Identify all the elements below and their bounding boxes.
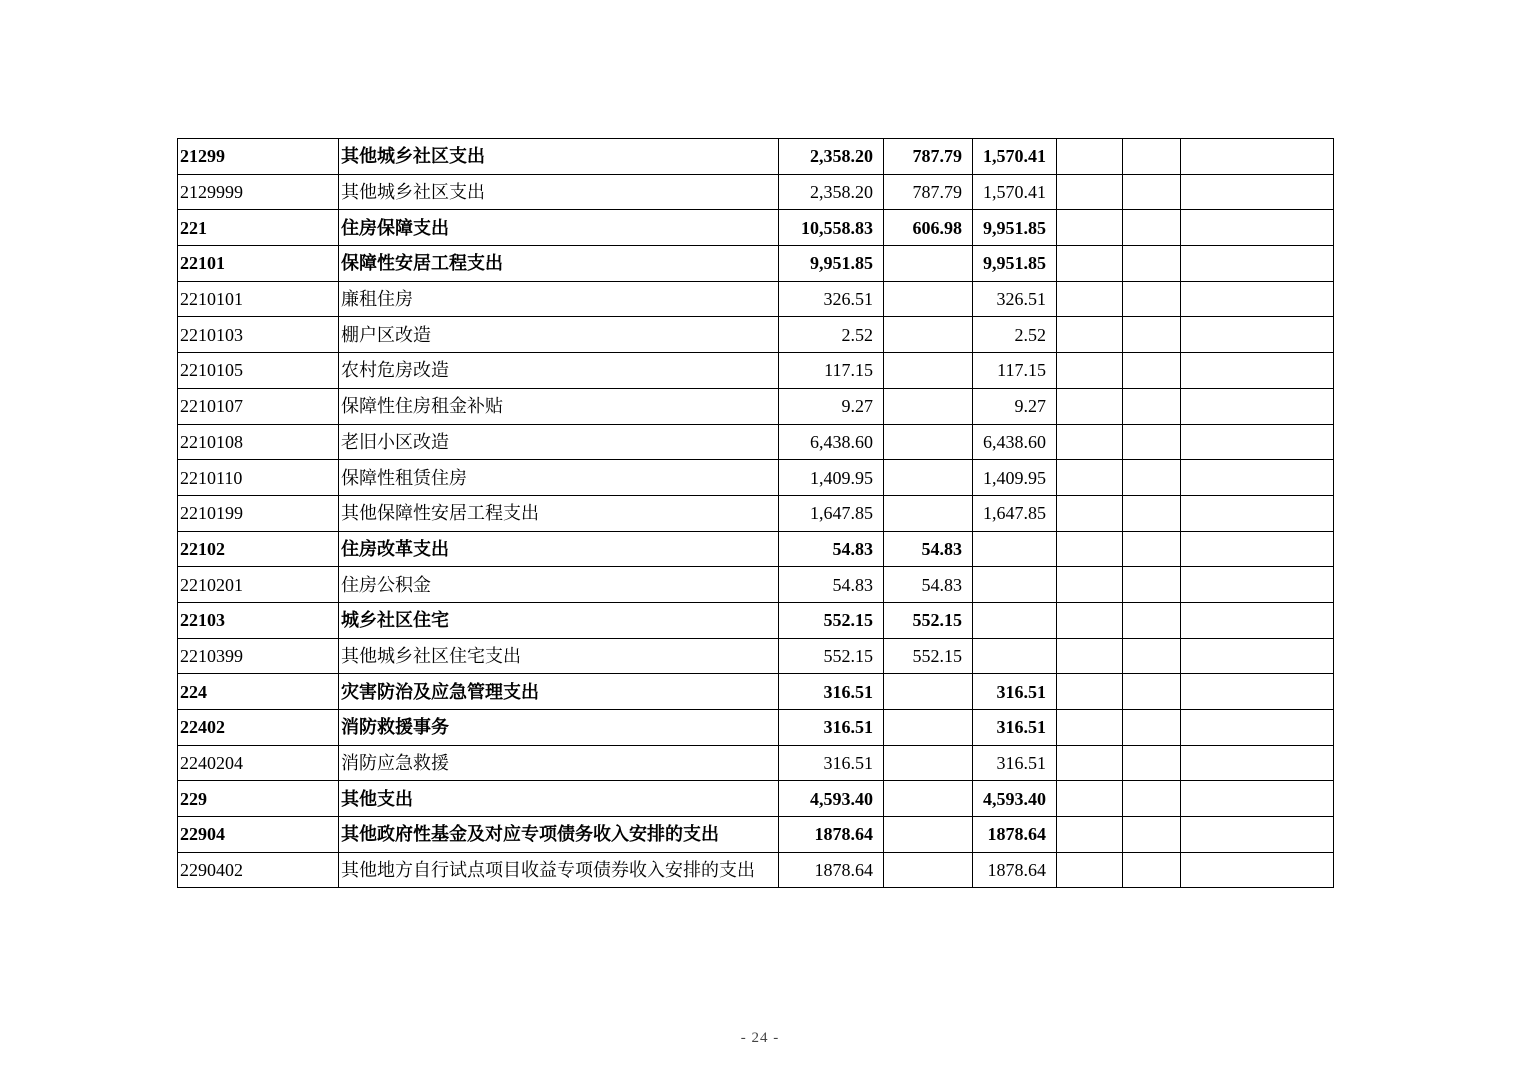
subject-code-cell: 22101 [178,246,339,282]
table-row [178,460,1334,496]
subject-name-cell: 其他城乡社区支出 [339,174,779,210]
empty-cell [1123,174,1181,210]
empty-cell [1123,817,1181,853]
basic-amount-cell: 552.15 [884,638,973,674]
subject-code-cell: 22102 [178,531,339,567]
total-amount-cell: 4,593.40 [779,781,884,817]
empty-cell [1123,495,1181,531]
empty-cell [1123,317,1181,353]
basic-amount-cell [884,495,973,531]
total-amount-cell: 1,409.95 [779,460,884,496]
empty-cell [1057,460,1123,496]
empty-cell [1181,353,1334,389]
basic-amount-cell [884,674,973,710]
basic-amount-cell: 54.83 [884,567,973,603]
basic-amount-cell: 787.79 [884,139,973,175]
empty-cell [1057,317,1123,353]
project-amount-cell: 6,438.60 [973,424,1057,460]
empty-cell [1057,246,1123,282]
table-row [178,674,1334,710]
basic-amount-cell [884,745,973,781]
total-amount-cell: 552.15 [779,602,884,638]
project-amount-cell: 1,570.41 [973,139,1057,175]
subject-name-cell: 农村危房改造 [339,353,779,389]
total-amount-cell: 117.15 [779,353,884,389]
subject-name-cell: 保障性租赁住房 [339,460,779,496]
table-row [178,781,1334,817]
empty-cell [1181,246,1334,282]
subject-code-cell: 2210107 [178,388,339,424]
table-body [178,139,1334,888]
subject-code-cell: 2129999 [178,174,339,210]
table-row [178,638,1334,674]
subject-name-cell: 其他政府性基金及对应专项债务收入安排的支出 [339,817,779,853]
empty-cell [1181,531,1334,567]
subject-code-cell: 22402 [178,710,339,746]
subject-code-cell: 229 [178,781,339,817]
total-amount-cell: 316.51 [779,674,884,710]
basic-amount-cell [884,852,973,888]
subject-name-cell: 城乡社区住宅 [339,602,779,638]
total-amount-cell: 1878.64 [779,817,884,853]
empty-cell [1123,281,1181,317]
basic-amount-cell [884,817,973,853]
empty-cell [1057,424,1123,460]
project-amount-cell: 2.52 [973,317,1057,353]
table-row [178,567,1334,603]
empty-cell [1057,567,1123,603]
empty-cell [1181,710,1334,746]
total-amount-cell: 2.52 [779,317,884,353]
table-row [178,317,1334,353]
empty-cell [1057,710,1123,746]
subject-name-cell: 消防救援事务 [339,710,779,746]
project-amount-cell [973,638,1057,674]
basic-amount-cell [884,353,973,389]
empty-cell [1181,817,1334,853]
basic-amount-cell [884,424,973,460]
empty-cell [1181,281,1334,317]
total-amount-cell: 54.83 [779,567,884,603]
project-amount-cell: 1878.64 [973,852,1057,888]
subject-code-cell: 224 [178,674,339,710]
project-amount-cell: 4,593.40 [973,781,1057,817]
empty-cell [1057,139,1123,175]
table-row [178,817,1334,853]
basic-amount-cell [884,710,973,746]
basic-amount-cell [884,388,973,424]
project-amount-cell [973,531,1057,567]
project-amount-cell: 316.51 [973,745,1057,781]
table-row [178,710,1334,746]
subject-code-cell: 2240204 [178,745,339,781]
empty-cell [1123,638,1181,674]
subject-name-cell: 保障性安居工程支出 [339,246,779,282]
total-amount-cell: 10,558.83 [779,210,884,246]
table-row [178,424,1334,460]
subject-name-cell: 棚户区改造 [339,317,779,353]
empty-cell [1057,745,1123,781]
basic-amount-cell [884,781,973,817]
empty-cell [1123,745,1181,781]
empty-cell [1123,353,1181,389]
subject-code-cell: 22103 [178,602,339,638]
total-amount-cell: 552.15 [779,638,884,674]
budget-table [177,138,1334,888]
subject-name-cell: 消防应急救援 [339,745,779,781]
empty-cell [1057,210,1123,246]
table-row [178,174,1334,210]
table-row [178,246,1334,282]
table-row [178,745,1334,781]
empty-cell [1057,817,1123,853]
empty-cell [1123,424,1181,460]
project-amount-cell: 1,570.41 [973,174,1057,210]
table-row [178,210,1334,246]
basic-amount-cell [884,246,973,282]
empty-cell [1057,531,1123,567]
total-amount-cell: 316.51 [779,710,884,746]
subject-name-cell: 廉租住房 [339,281,779,317]
total-amount-cell: 9,951.85 [779,246,884,282]
empty-cell [1123,602,1181,638]
total-amount-cell: 54.83 [779,531,884,567]
total-amount-cell: 1,647.85 [779,495,884,531]
total-amount-cell: 2,358.20 [779,174,884,210]
empty-cell [1057,674,1123,710]
project-amount-cell: 9,951.85 [973,210,1057,246]
project-amount-cell: 316.51 [973,710,1057,746]
page-number: - 24 - [740,1030,780,1046]
table-row [178,353,1334,389]
basic-amount-cell: 54.83 [884,531,973,567]
total-amount-cell: 326.51 [779,281,884,317]
table-row [178,495,1334,531]
total-amount-cell: 1878.64 [779,852,884,888]
table-row [178,531,1334,567]
subject-code-cell: 2210201 [178,567,339,603]
empty-cell [1057,281,1123,317]
empty-cell [1181,567,1334,603]
empty-cell [1123,388,1181,424]
basic-amount-cell: 787.79 [884,174,973,210]
basic-amount-cell [884,317,973,353]
project-amount-cell: 9,951.85 [973,246,1057,282]
empty-cell [1181,745,1334,781]
subject-code-cell: 21299 [178,139,339,175]
empty-cell [1057,495,1123,531]
empty-cell [1181,852,1334,888]
basic-amount-cell [884,281,973,317]
empty-cell [1057,852,1123,888]
table-row [178,852,1334,888]
subject-code-cell: 2210105 [178,353,339,389]
empty-cell [1181,495,1334,531]
empty-cell [1181,210,1334,246]
empty-cell [1123,781,1181,817]
empty-cell [1057,602,1123,638]
table-row [178,139,1334,175]
table-row [178,602,1334,638]
total-amount-cell: 9.27 [779,388,884,424]
empty-cell [1181,388,1334,424]
subject-name-cell: 老旧小区改造 [339,424,779,460]
subject-code-cell: 221 [178,210,339,246]
subject-name-cell: 保障性住房租金补贴 [339,388,779,424]
subject-code-cell: 2210199 [178,495,339,531]
project-amount-cell: 1,647.85 [973,495,1057,531]
total-amount-cell: 6,438.60 [779,424,884,460]
subject-code-cell: 2210399 [178,638,339,674]
empty-cell [1123,567,1181,603]
project-amount-cell [973,567,1057,603]
empty-cell [1057,388,1123,424]
empty-cell [1181,781,1334,817]
project-amount-cell [973,602,1057,638]
table-row [178,281,1334,317]
empty-cell [1123,139,1181,175]
empty-cell [1057,353,1123,389]
empty-cell [1181,139,1334,175]
project-amount-cell: 1,409.95 [973,460,1057,496]
empty-cell [1057,638,1123,674]
empty-cell [1181,317,1334,353]
empty-cell [1123,246,1181,282]
total-amount-cell: 316.51 [779,745,884,781]
project-amount-cell: 326.51 [973,281,1057,317]
subject-name-cell: 其他支出 [339,781,779,817]
subject-name-cell: 其他城乡社区住宅支出 [339,638,779,674]
project-amount-cell: 117.15 [973,353,1057,389]
empty-cell [1057,781,1123,817]
empty-cell [1123,460,1181,496]
project-amount-cell: 9.27 [973,388,1057,424]
subject-name-cell: 住房公积金 [339,567,779,603]
subject-code-cell: 2210110 [178,460,339,496]
empty-cell [1181,638,1334,674]
subject-name-cell: 其他保障性安居工程支出 [339,495,779,531]
subject-name-cell: 住房保障支出 [339,210,779,246]
empty-cell [1123,852,1181,888]
subject-name-cell: 其他城乡社区支出 [339,139,779,175]
empty-cell [1181,174,1334,210]
empty-cell [1057,174,1123,210]
empty-cell [1181,460,1334,496]
project-amount-cell: 1878.64 [973,817,1057,853]
basic-amount-cell: 552.15 [884,602,973,638]
basic-amount-cell: 606.98 [884,210,973,246]
empty-cell [1181,674,1334,710]
empty-cell [1123,674,1181,710]
empty-cell [1181,602,1334,638]
subject-name-cell: 住房改革支出 [339,531,779,567]
subject-name-cell: 灾害防治及应急管理支出 [339,674,779,710]
subject-name-cell: 其他地方自行试点项目收益专项债券收入安排的支出 [339,852,779,888]
subject-code-cell: 2210108 [178,424,339,460]
table-row [178,388,1334,424]
total-amount-cell: 2,358.20 [779,139,884,175]
project-amount-cell: 316.51 [973,674,1057,710]
empty-cell [1181,424,1334,460]
empty-cell [1123,210,1181,246]
subject-code-cell: 22904 [178,817,339,853]
empty-cell [1123,710,1181,746]
subject-code-cell: 2210101 [178,281,339,317]
subject-code-cell: 2290402 [178,852,339,888]
subject-code-cell: 2210103 [178,317,339,353]
basic-amount-cell [884,460,973,496]
empty-cell [1123,531,1181,567]
